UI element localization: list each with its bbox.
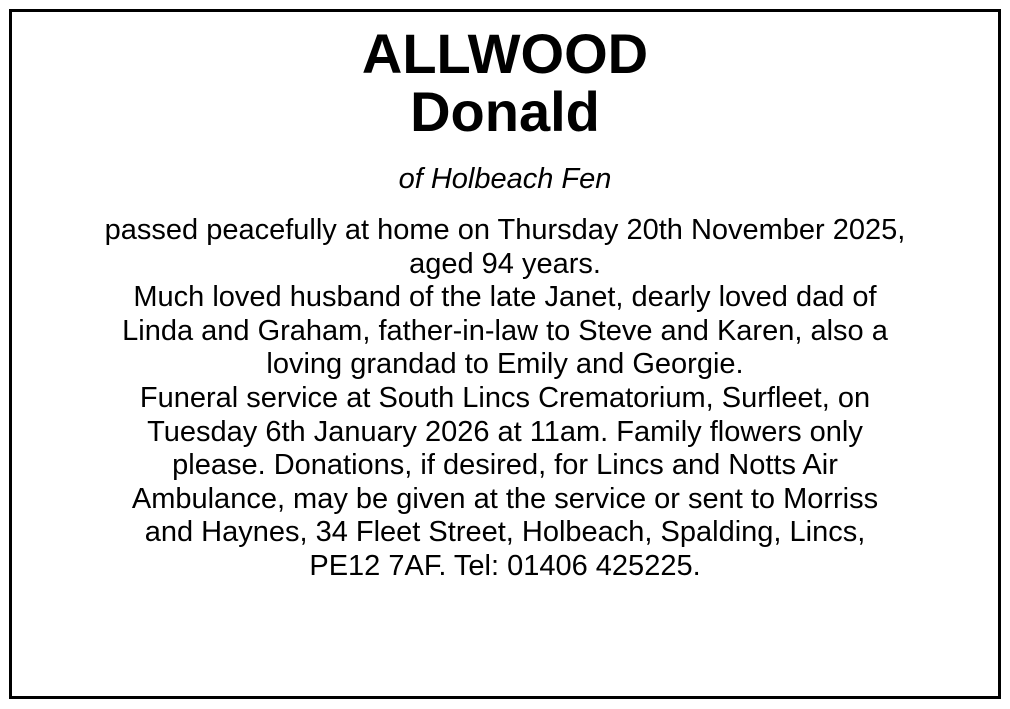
place-subtitle: of Holbeach Fen <box>398 163 612 195</box>
notice-line: Much loved husband of the late Janet, dearly loved dad of <box>133 281 877 314</box>
forename-heading: Donald <box>410 80 600 143</box>
death-notice <box>9 9 1001 699</box>
notice-line: please. Donations, if desired, for Lincs and Notts Air <box>172 449 838 482</box>
notice-line: Linda and Graham, father-in-law to Steve and Karen, also a <box>122 314 888 347</box>
notice-line: Ambulance, may be given at the service or sent to Morriss <box>131 482 879 515</box>
notice-body <box>12 214 998 584</box>
notice-line: aged 94 years. <box>409 247 601 280</box>
notice-line: and Haynes, 34 Fleet Street, Holbeach, Spalding, Lincs, <box>144 516 866 549</box>
notice-line: Funeral service at South Lincs Crematorium, Surfleet, on <box>139 381 871 414</box>
surname-heading: ALLWOOD <box>361 22 649 85</box>
notice-line: PE12 7AF. Tel: 01406 425225. <box>309 549 701 582</box>
notice-line: passed peacefully at home on Thursday 20th November 2025, <box>104 214 906 246</box>
notice-line: loving grandad to Emily and Georgie. <box>266 348 744 381</box>
notice-line: Tuesday 6th January 2026 at 11am. Family flowers only <box>147 415 863 448</box>
